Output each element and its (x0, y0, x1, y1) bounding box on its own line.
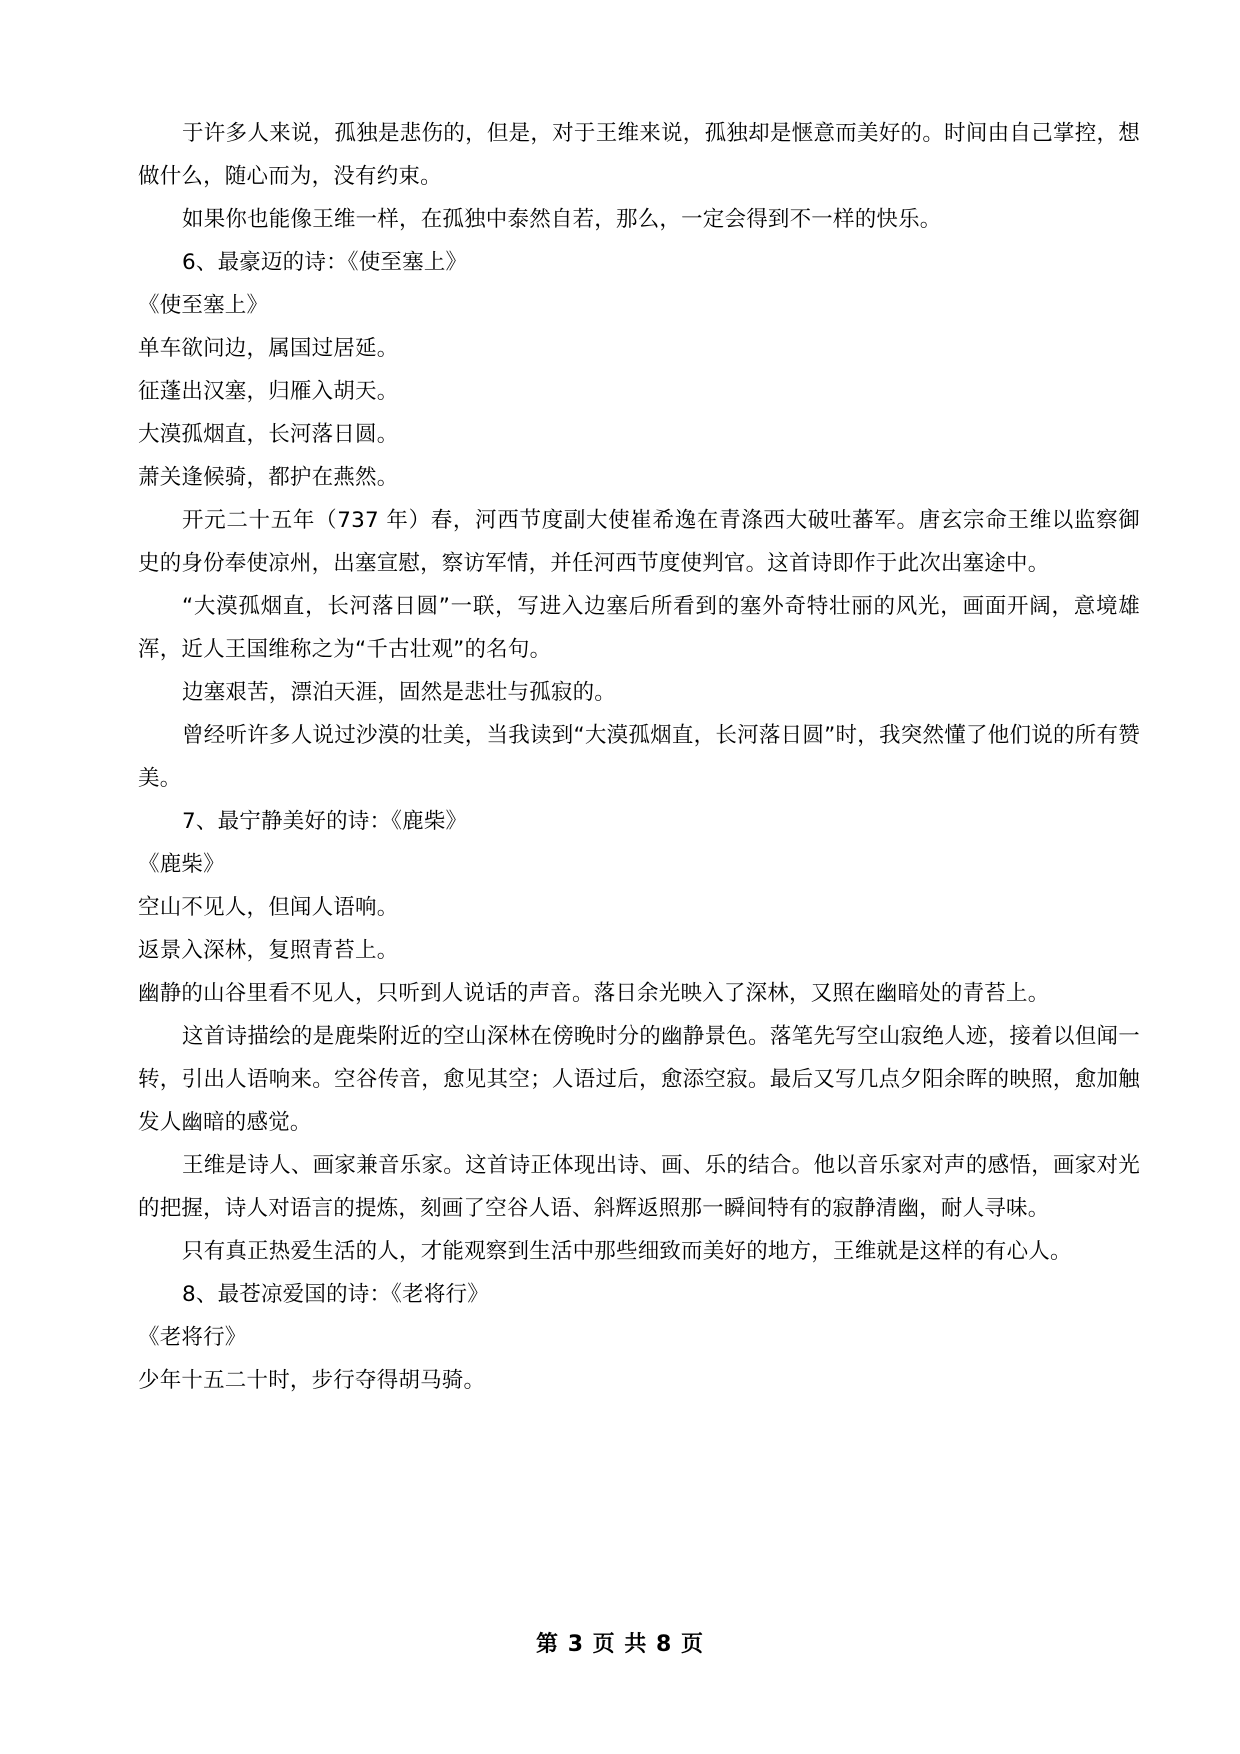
paragraph: 只有真正热爱生活的人，才能观察到生活中那些细致而美好的地方，王维就是这样的有心人。 (182, 1239, 1072, 1264)
paragraph: 幽静的山谷里看不见人，只听到人说话的声音。落日余光映入了深林，又照在幽暗处的青苔上。 (138, 981, 1050, 1006)
section-heading-7: 7、最宁静美好的诗：《鹿柴》 (182, 809, 468, 834)
paragraph: 如果你也能像王维一样，在孤独中泰然自若，那么，一定会得到不一样的快乐。 (182, 207, 942, 232)
paragraph: 开元二十五年（737 年）春，河西节度副大使崔希逸在青涤西大破吐蕃军。唐玄宗命王维以监察御史的身份奉使凉州，出塞宣慰，察访军情，并任河西节度使判官。这首诗即作于此次出塞途中。 (138, 508, 1140, 576)
section-heading-8: 8、最苍凉爱国的诗：《老将行》 (182, 1282, 489, 1307)
poem-line: 空山不见人，但闻人语响。 (138, 895, 399, 920)
document-body (138, 112, 1140, 1402)
poem-title: 《使至塞上》 (138, 293, 269, 318)
poem-line: 征蓬出汉塞，归雁入胡天。 (138, 379, 399, 404)
paragraph: “大漠孤烟直，长河落日圆”一联，写进入边塞后所看到的塞外奇特壮丽的风光，画面开阔，意境雄浑，近人王国维称之为“千古壮观”的名句。 (138, 594, 1140, 662)
poem-line: 萧关逢候骑，都护在燕然。 (138, 465, 399, 490)
poem-line: 单车欲问边，属国过居延。 (138, 336, 399, 361)
paragraph: 曾经听许多人说过沙漠的壮美，当我读到“大漠孤烟直，长河落日圆”时，我突然懂了他们说的所有赞美。 (138, 723, 1140, 791)
paragraph: 这首诗描绘的是鹿柴附近的空山深林在傍晚时分的幽静景色。落笔先写空山寂绝人迹，接着以但闻一转，引出人语响来。空谷传音，愈见其空；人语过后，愈添空寂。最后又写几点夕阳余晖的映照，愈加触发人幽暗的感觉。 (138, 1024, 1140, 1135)
poem-title: 《老将行》 (138, 1325, 247, 1350)
paragraph: 边塞艰苦，漂泊天涯，固然是悲壮与孤寂的。 (182, 680, 617, 705)
poem-line: 少年十五二十时，步行夺得胡马骑。 (138, 1368, 486, 1393)
paragraph: 于许多人来说，孤独是悲伤的，但是，对于王维来说，孤独却是惬意而美好的。时间由自己掌控，想做什么，随心而为，没有约束。 (138, 121, 1140, 189)
page-footer: 第 3 页 共 8 页 (536, 1632, 704, 1657)
poem-line: 大漠孤烟直，长河落日圆。 (138, 422, 399, 447)
section-heading-6: 6、最豪迈的诗：《使至塞上》 (182, 250, 468, 275)
poem-line: 返景入深林，复照青苔上。 (138, 938, 399, 963)
poem-title: 《鹿柴》 (138, 852, 225, 877)
paragraph: 王维是诗人、画家兼音乐家。这首诗正体现出诗、画、乐的结合。他以音乐家对声的感悟，画家对光的把握，诗人对语言的提炼，刻画了空谷人语、斜辉返照那一瞬间特有的寂静清幽，耐人寻味。 (138, 1153, 1140, 1221)
